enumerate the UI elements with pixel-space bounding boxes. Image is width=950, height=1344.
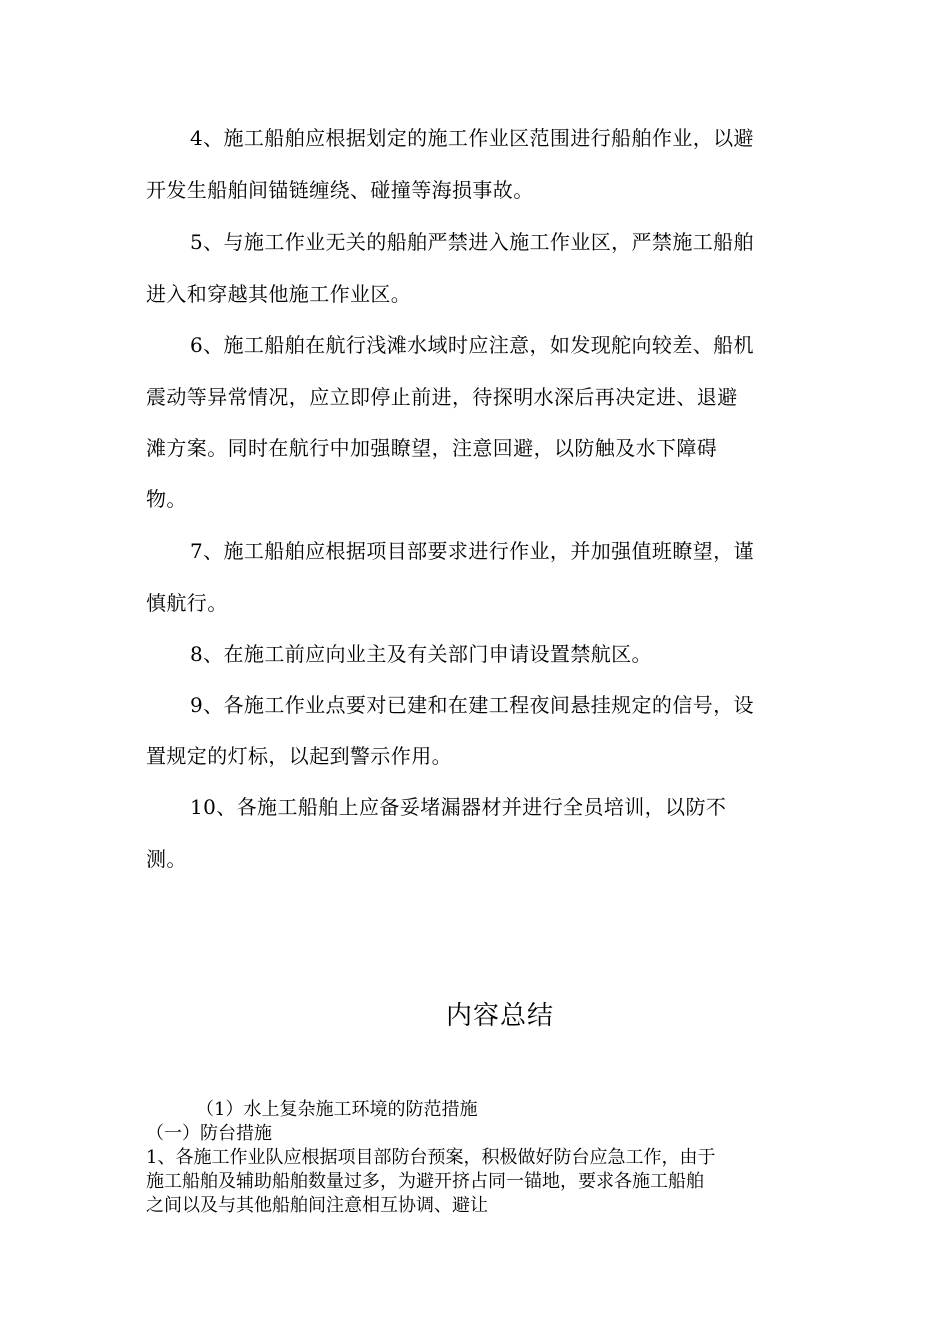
paragraph-6-line-4: 物。 bbox=[146, 487, 187, 511]
summary-text-line-1: 1、各施工作业队应根据项目部防台预案，积极做好防台应急工作，由于 bbox=[146, 1147, 716, 1168]
paragraph-10-line-1: 10、各施工船舶上应备妥堵漏器材并进行全员培训，以防不 bbox=[190, 795, 727, 819]
paragraph-6-line-3: 滩方案。同时在航行中加强瞭望，注意回避，以防触及水下障碍 bbox=[146, 436, 718, 460]
paragraph-6-line-2: 震动等异常情况，应立即停止前进，待探明水深后再决定进、退避 bbox=[146, 385, 738, 409]
paragraph-4-line-1: 4、施工船舶应根据划定的施工作业区范围进行船舶作业，以避 bbox=[190, 126, 754, 150]
paragraph-9-line-1: 9、各施工作业点要对已建和在建工程夜间悬挂规定的信号，设 bbox=[190, 693, 754, 717]
paragraph-10-line-2: 测。 bbox=[146, 847, 187, 871]
paragraph-7-line-1: 7、施工船舶应根据项目部要求进行作业，并加强值班瞭望，谨 bbox=[190, 539, 754, 563]
paragraph-5-line-2: 进入和穿越其他施工作业区。 bbox=[146, 282, 412, 306]
summary-title: 内容总结 bbox=[446, 1001, 555, 1031]
summary-text-line-3: 之间以及与其他船舶间注意相互协调、避让 bbox=[146, 1195, 488, 1216]
summary-heading: （1）水上复杂施工环境的防范措施 bbox=[196, 1099, 478, 1120]
paragraph-8-line-1: 8、在施工前应向业主及有关部门申请设置禁航区。 bbox=[190, 642, 652, 666]
paragraph-5-line-1: 5、与施工作业无关的船舶严禁进入施工作业区，严禁施工船舶 bbox=[190, 230, 754, 254]
paragraph-4-line-2: 开发生船舶间锚链缠绕、碰撞等海损事故。 bbox=[146, 178, 534, 202]
paragraph-7-line-2: 慎航行。 bbox=[146, 591, 228, 615]
summary-subheading: （一）防台措施 bbox=[146, 1123, 272, 1144]
paragraph-6-line-1: 6、施工船舶在航行浅滩水域时应注意，如发现舵向较差、船机 bbox=[190, 333, 754, 357]
paragraph-9-line-2: 置规定的灯标，以起到警示作用。 bbox=[146, 744, 452, 768]
summary-text-line-2: 施工船舶及辅助船舶数量过多，为避开挤占同一锚地，要求各施工船舶 bbox=[146, 1171, 704, 1192]
